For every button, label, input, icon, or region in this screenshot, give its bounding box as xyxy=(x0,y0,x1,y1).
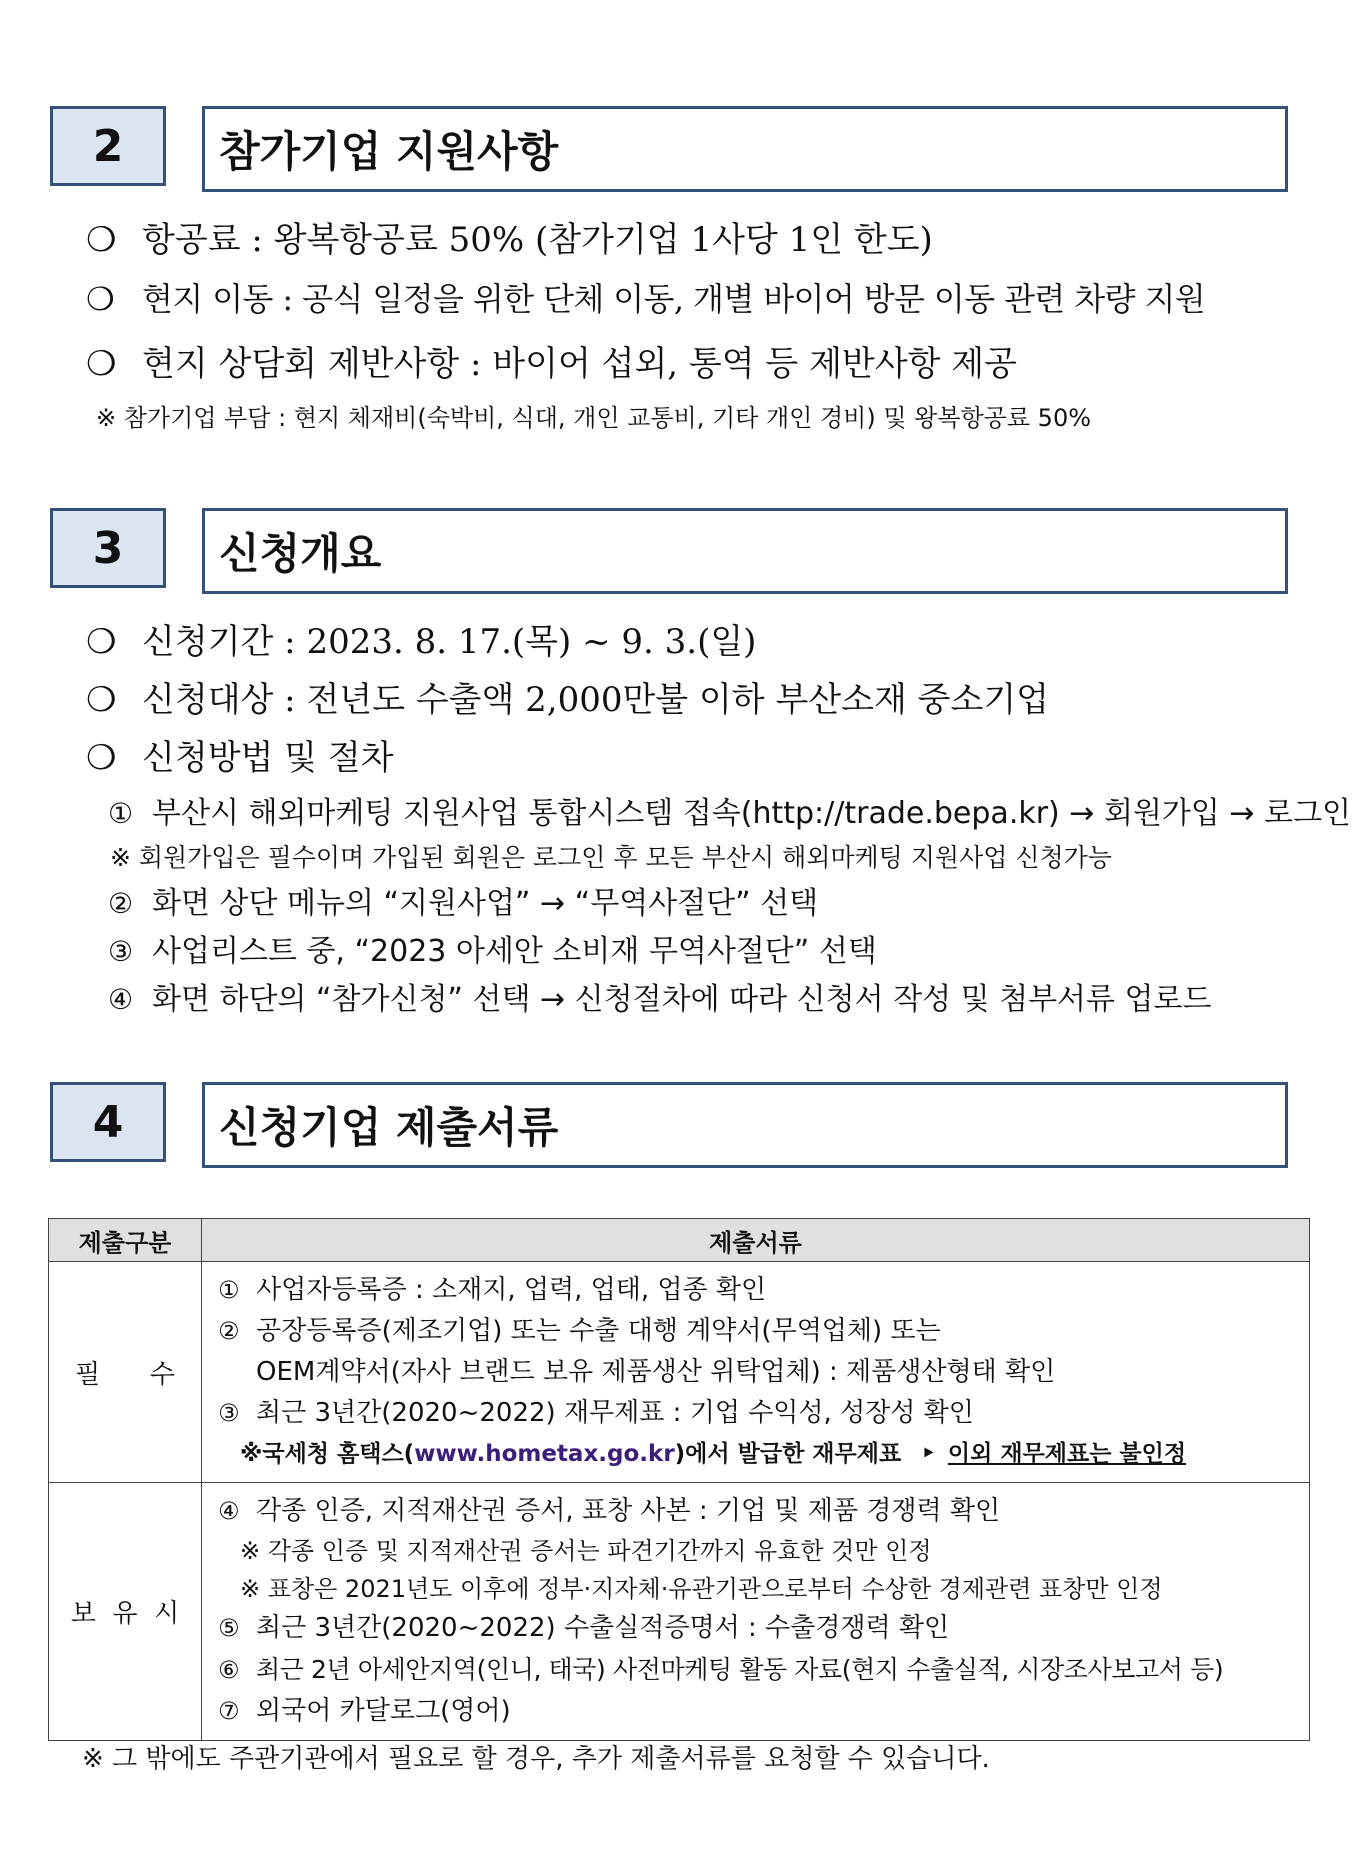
item-number: ③ xyxy=(218,1399,240,1427)
document-text: 최근 3년간(2020~2022) 수출실적증명서 : 수출경쟁력 확인 xyxy=(256,1613,950,1643)
document-text: 최근 3년간(2020~2022) 재무제표 : 기업 수익성, 성장성 확인 xyxy=(256,1398,974,1428)
overview-item-text: 신청기간 : 2023. 8. 17.(목) ~ 9. 3.(일) xyxy=(142,622,757,662)
document-line xyxy=(218,1691,1309,1732)
document-text: 공장등록증(제조기업) 또는 수출 대행 계약서(무역업체) 또는 xyxy=(256,1316,941,1346)
overview-period xyxy=(86,614,756,663)
note-prefix: ※국세청 홈택스( xyxy=(240,1441,415,1467)
support-item-text: 현지 이동 : 공식 일정을 위한 단체 이동, 개별 바이어 방문 이동 관련 차량 지원 xyxy=(142,280,1206,318)
bullet-circle-icon: ❍ xyxy=(86,680,117,720)
section-number: 3 xyxy=(50,508,166,588)
item-number: ④ xyxy=(218,1497,240,1525)
document-text: 사업자등록증 : 소재지, 업력, 업태, 업종 확인 xyxy=(256,1275,767,1305)
step-note: ※ 회원가입은 필수이며 가입된 회원은 로그인 후 모든 부산시 해외마케팅 지원사업 신청가능 xyxy=(110,843,1112,872)
section-number: 4 xyxy=(50,1082,166,1162)
category-required: 필 수 xyxy=(49,1262,202,1483)
required-documents xyxy=(202,1262,1310,1483)
document-line xyxy=(218,1649,1309,1691)
item-number: ① xyxy=(218,1276,240,1304)
support-item-airfare xyxy=(86,212,933,261)
document-subnote: ※ 각종 인증 및 지적재산권 증서는 파견기간까지 유효한 것만 인정 xyxy=(240,1537,932,1565)
section-2-header xyxy=(50,106,1290,192)
support-note: ※ 참가기업 부담 : 현지 체재비(숙박비, 식대, 개인 교통비, 기타 개인 경비) 및 왕복항공료 50% xyxy=(96,404,1092,432)
header-category: 제출구분 xyxy=(49,1219,202,1262)
hometax-link[interactable]: www.hometax.go.kr xyxy=(414,1441,675,1467)
step-text: 화면 하단의 “참가신청” 선택 → 신청절차에 따라 신청서 작성 및 첨부서류 업로드 xyxy=(152,982,1212,1017)
section-title: 신청기업 제출서류 xyxy=(202,1082,1288,1168)
document-text: 각종 인증, 지적재산권 증서, 표창 사본 : 기업 및 제품 경쟁력 확인 xyxy=(256,1496,1001,1526)
step-1 xyxy=(108,788,1351,832)
document-line xyxy=(218,1393,1309,1434)
support-item-text: 항공료 : 왕복항공료 50% (참가기업 1사당 1인 한도) xyxy=(142,220,933,260)
document-text: 최근 2년 아세안지역(인니, 태국) 사전마케팅 활동 자료(현지 수출실적, 시장조사보고서 등) xyxy=(256,1655,1224,1684)
document-text: 외국어 카달로그(영어) xyxy=(256,1696,511,1726)
document-subnote: ※ 표창은 2021년도 이후에 정부·지자체·유관기관으로부터 수상한 경제관련 표창만 인정 xyxy=(240,1575,1163,1603)
step-text: 부산시 해외마케팅 지원사업 통합시스템 접속(http://trade.bepa.kr) → 회원가입 → 로그인 xyxy=(152,796,1352,831)
header-documents: 제출서류 xyxy=(202,1219,1310,1262)
step-number: ① xyxy=(108,797,134,830)
bullet-circle-icon: ❍ xyxy=(86,220,117,260)
note-suffix: )에서 발급한 재무제표 xyxy=(674,1441,910,1467)
support-item-transport xyxy=(86,274,1205,320)
item-number: ⑤ xyxy=(218,1614,240,1642)
section-4-header xyxy=(50,1082,1290,1168)
bullet-circle-icon: ❍ xyxy=(86,622,117,662)
bullet-circle-icon: ❍ xyxy=(86,344,117,384)
bullet-circle-icon: ❍ xyxy=(86,738,117,778)
document-line xyxy=(218,1608,1309,1649)
category-optional: 보 유 시 xyxy=(49,1483,202,1741)
item-number: ② xyxy=(218,1317,240,1345)
table-row-optional xyxy=(49,1483,1310,1741)
step-number: ③ xyxy=(108,935,134,968)
overview-target xyxy=(86,672,1049,721)
step-number: ④ xyxy=(108,983,134,1016)
section-title: 참가기업 지원사항 xyxy=(202,106,1288,192)
overview-item-text: 신청대상 : 전년도 수출액 2,000만불 이하 부산소재 중소기업 xyxy=(142,680,1050,720)
bullet-circle-icon: ❍ xyxy=(86,280,115,318)
document-line xyxy=(218,1491,1309,1532)
step-3 xyxy=(108,926,877,970)
table-header-row xyxy=(49,1219,1310,1262)
arrow-right-icon: ‣ xyxy=(921,1441,936,1467)
document-line xyxy=(218,1270,1309,1311)
overview-method xyxy=(86,730,394,779)
section-number: 2 xyxy=(50,106,166,186)
document-line xyxy=(218,1311,1309,1352)
item-number: ⑦ xyxy=(218,1697,240,1725)
support-item-text: 현지 상담회 제반사항 : 바이어 섭외, 통역 등 제반사항 제공 xyxy=(142,344,1017,384)
step-text: 사업리스트 중, “2023 아세안 소비재 무역사절단” 선택 xyxy=(152,934,877,969)
section-title: 신청개요 xyxy=(202,508,1288,594)
optional-documents xyxy=(202,1483,1310,1741)
support-item-meeting xyxy=(86,336,1017,385)
step-4 xyxy=(108,974,1212,1018)
step-2 xyxy=(108,878,818,922)
documents-table xyxy=(48,1218,1310,1741)
footer-note: ※ 그 밖에도 주관기관에서 필요로 할 경우, 추가 제출서류를 요청할 수 있습니다. xyxy=(82,1744,990,1774)
step-number: ② xyxy=(108,887,134,920)
table-row-required xyxy=(49,1262,1310,1483)
step-text: 화면 상단 메뉴의 “지원사업” → “무역사절단” 선택 xyxy=(152,886,819,921)
item-number: ⑥ xyxy=(218,1656,240,1684)
hometax-note xyxy=(218,1434,1309,1474)
section-3-header xyxy=(50,508,1290,594)
document-line: OEM계약서(자사 브랜드 보유 제품생산 위탁업체) : 제품생산형태 확인 xyxy=(256,1357,1056,1387)
overview-item-text: 신청방법 및 절차 xyxy=(142,738,394,778)
warning-text: 이외 재무제표는 불인정 xyxy=(947,1441,1187,1467)
